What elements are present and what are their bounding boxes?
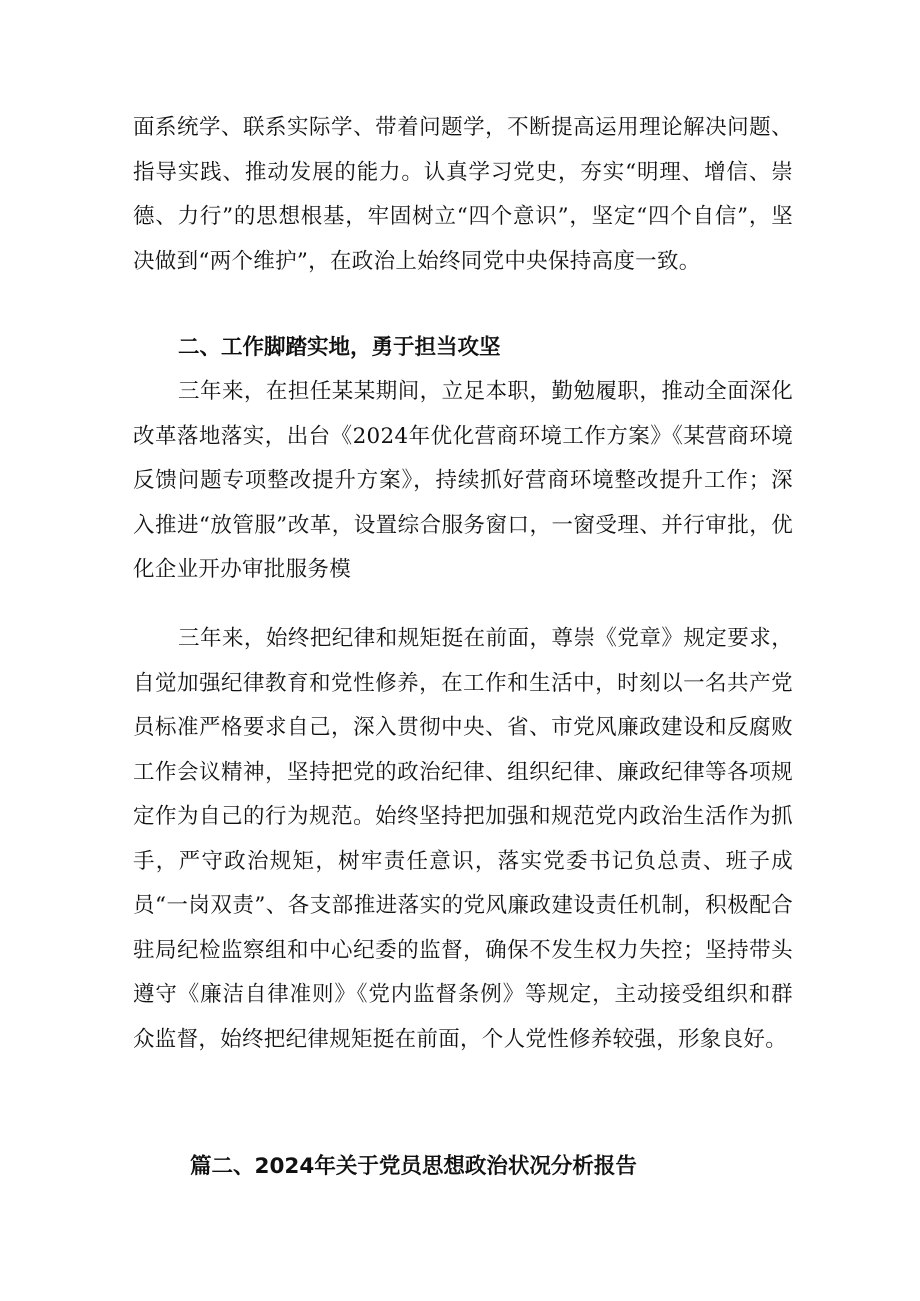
paragraph-discipline: 三年来，始终把纪律和规矩挺在前面，尊崇《党章》规定要求，自觉加强纪律教育和党性修养，在工作和生活中，时刻以一名共产党员标准严格要求自己，深入贯彻中央、省、市党风廉政建设和反腐败工作会议精神，坚持把党的政治纪律、组织纪律、廉政纪律等各项规定作为自己的行为规范。始终坚持把加强和规范党内政治生活作为抓手，严守政治规矩，树牢责任意识，落实党委书记负总责、班子成员“一岗双责”、各支部推进落实的党风廉政建设责任机制，积极配合驻局纪检监察组和中心纪委的监督，确保不发生权力失控；坚持带头遵守《廉洁自律准则》《党内监督条例》等规定，主动接受组织和群众监督，始终把纪律规矩挺在前面，个人党性修养较强，形象良好。 — [133, 626, 793, 1052]
paragraph-continued: 面系统学、联系实际学、带着问题学，不断提高运用理论解决问题、指导实践、推动发展的能力。认真学习党史，夯实“明理、增信、崇德、力行”的思想根基，牢固树立“四个意识”，坚定“四个自信”，坚决做到“两个维护”，在政治上始终同党中央保持高度一致。 — [133, 115, 793, 274]
section-heading-work: 二、工作脚踏实地，勇于担当攻坚 — [178, 335, 501, 360]
article-title-part-two: 篇二、2024年关于党员思想政治状况分析报告 — [190, 1154, 637, 1179]
paragraph-work-duties: 三年来，在担任某某期间，立足本职，勤勉履职，推动全面深化改革落地落实，出台《2024年优化营商环境工作方案》《某营商环境反馈问题专项整改提升方案》，持续抓好营商环境整改提升工作；深入推进“放管服”改革，设置综合服务窗口，一窗受理、并行审批，优化企业开办审批服务模 — [133, 379, 793, 582]
